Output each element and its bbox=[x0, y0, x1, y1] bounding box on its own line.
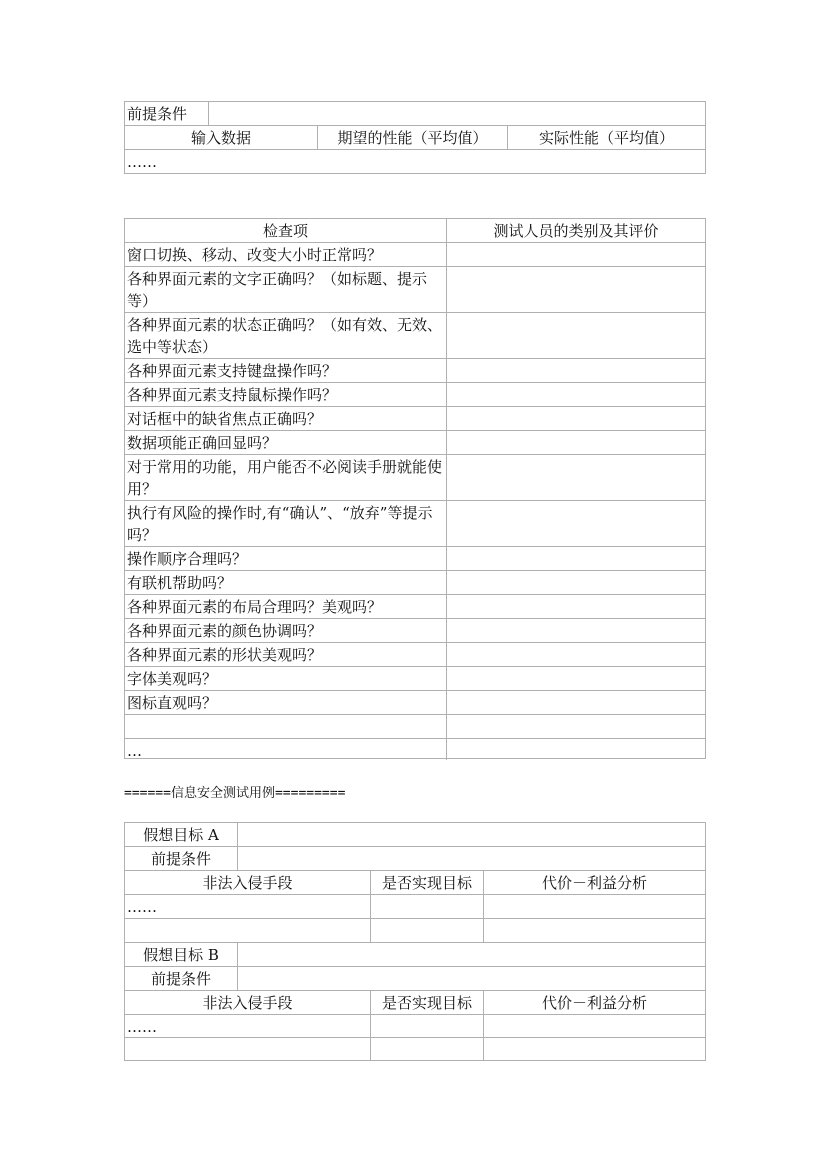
evaluation-cell bbox=[447, 739, 705, 760]
header-actual-performance: 实际性能（平均值） bbox=[508, 126, 705, 150]
evaluation-cell bbox=[447, 643, 705, 667]
header-goal-achieved-b: 是否实现目标 bbox=[371, 991, 484, 1015]
evaluation-cell bbox=[447, 359, 705, 383]
performance-table bbox=[124, 101, 706, 174]
evaluation-cell bbox=[447, 691, 705, 715]
cell-a-2-3 bbox=[484, 919, 705, 943]
precondition-label: 前提条件 bbox=[125, 102, 209, 126]
evaluation-cell bbox=[447, 407, 705, 431]
check-item-row: 对于常用的功能，用户能否不必阅读手册就能使用？ bbox=[125, 455, 447, 501]
evaluation-cell bbox=[447, 455, 705, 501]
cell-b-2-1 bbox=[125, 1038, 371, 1060]
header-check-item: 检查项 bbox=[125, 219, 447, 243]
check-item-row: 各种界面元素的状态正确吗？（如有效、无效、选中等状态） bbox=[125, 313, 447, 359]
precondition-a-label: 前提条件 bbox=[125, 847, 238, 871]
check-item-row: 各种界面元素支持鼠标操作吗？ bbox=[125, 383, 447, 407]
check-item-row: 图标直观吗？ bbox=[125, 691, 447, 715]
cell-b-2-2 bbox=[371, 1038, 484, 1060]
cell-a-2-1 bbox=[125, 919, 371, 943]
ui-checklist-table bbox=[124, 218, 706, 759]
header-intrusion-method-b: 非法入侵手段 bbox=[125, 991, 371, 1015]
precondition-a-value bbox=[238, 847, 705, 871]
check-item-row: … bbox=[125, 739, 447, 760]
evaluation-cell bbox=[447, 501, 705, 547]
section-title: ======信息安全测试用例========= bbox=[124, 786, 346, 801]
cell-b-2-3 bbox=[484, 1038, 705, 1060]
precondition-value bbox=[209, 102, 705, 126]
precondition-b-value bbox=[238, 967, 705, 991]
ellipsis-a: …… bbox=[125, 895, 371, 919]
precondition-b-label: 前提条件 bbox=[125, 967, 238, 991]
header-cost-benefit-a: 代价－利益分析 bbox=[484, 871, 705, 895]
check-item-row: 对话框中的缺省焦点正确吗？ bbox=[125, 407, 447, 431]
target-a-value bbox=[238, 823, 705, 847]
ellipsis-b: …… bbox=[125, 1015, 371, 1038]
check-item-row: 各种界面元素的形状美观吗？ bbox=[125, 643, 447, 667]
check-item-row: 各种界面元素支持键盘操作吗？ bbox=[125, 359, 447, 383]
cell-a-2-2 bbox=[371, 919, 484, 943]
check-item-row: 各种界面元素的布局合理吗？美观吗？ bbox=[125, 595, 447, 619]
evaluation-cell bbox=[447, 595, 705, 619]
header-tester-evaluation: 测试人员的类别及其评价 bbox=[447, 219, 705, 243]
cell-a-1-3 bbox=[484, 895, 705, 919]
header-intrusion-method-a: 非法入侵手段 bbox=[125, 871, 371, 895]
check-item-row: 字体美观吗？ bbox=[125, 667, 447, 691]
security-table bbox=[124, 822, 706, 1061]
evaluation-cell bbox=[447, 547, 705, 571]
check-item-row: 操作顺序合理吗？ bbox=[125, 547, 447, 571]
evaluation-cell bbox=[447, 313, 705, 359]
header-input-data: 输入数据 bbox=[125, 126, 318, 150]
target-b-label: 假想目标 B bbox=[125, 943, 238, 967]
evaluation-cell bbox=[447, 571, 705, 595]
cell-a-1-2 bbox=[371, 895, 484, 919]
header-expected-performance: 期望的性能（平均值） bbox=[318, 126, 508, 150]
check-item-row: 窗口切换、移动、改变大小时正常吗？ bbox=[125, 243, 447, 267]
check-item-row: 执行有风险的操作时,有“确认”、“放弃”等提示吗？ bbox=[125, 501, 447, 547]
check-item-row bbox=[125, 715, 447, 739]
evaluation-cell bbox=[447, 267, 705, 313]
check-item-row: 各种界面元素的颜色协调吗？ bbox=[125, 619, 447, 643]
evaluation-cell bbox=[447, 667, 705, 691]
evaluation-cell bbox=[447, 619, 705, 643]
check-item-row: 数据项能正确回显吗？ bbox=[125, 431, 447, 455]
evaluation-cell bbox=[447, 243, 705, 267]
cell-b-1-3 bbox=[484, 1015, 705, 1038]
evaluation-cell bbox=[447, 431, 705, 455]
evaluation-cell bbox=[447, 383, 705, 407]
evaluation-cell bbox=[447, 715, 705, 739]
check-item-row: 各种界面元素的文字正确吗？（如标题、提示等） bbox=[125, 267, 447, 313]
check-item-row: 有联机帮助吗？ bbox=[125, 571, 447, 595]
cell-b-1-2 bbox=[371, 1015, 484, 1038]
ellipsis-row: …… bbox=[127, 153, 157, 171]
header-cost-benefit-b: 代价－利益分析 bbox=[484, 991, 705, 1015]
target-b-value bbox=[238, 943, 705, 967]
target-a-label: 假想目标 A bbox=[125, 823, 238, 847]
header-goal-achieved-a: 是否实现目标 bbox=[371, 871, 484, 895]
